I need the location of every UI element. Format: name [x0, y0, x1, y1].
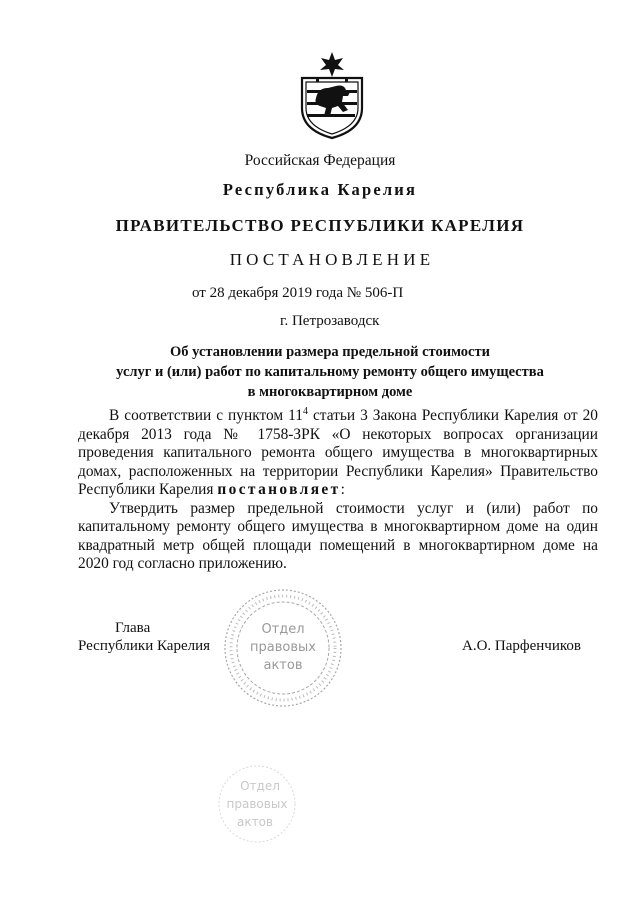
body-text: :	[340, 481, 345, 498]
resolution-word: постановляет	[217, 481, 341, 498]
karelia-coat-of-arms-icon	[296, 50, 368, 140]
stamp-text: Отдел	[261, 622, 305, 637]
signatory-name: А.О. Парфенчиков	[462, 638, 581, 654]
stamp-text: правовых	[250, 640, 316, 655]
faint-stamp-imprint	[215, 762, 300, 847]
document-date-number: от 28 декабря 2019 года № 506-П	[192, 285, 404, 301]
body-paragraph: Утвердить размер предельной стоимости услуг и (или) работ по капитальному ремонту общего имущества в многоквартирном доме на один квадратный метр общей площади помещений в многоквартирном доме на 2020 год согласно приложению.	[78, 499, 598, 572]
stamp-text: Отдел	[240, 779, 280, 793]
signatory-title: Республики Карелия	[78, 638, 211, 654]
document-title	[80, 342, 580, 402]
stamp-text: актов	[263, 658, 303, 673]
document-title-line: услуг и (или) работ по капитальному ремонту общего имущества	[116, 364, 544, 380]
republic-name: Республика Карелия	[222, 180, 418, 199]
stamp-text: правовых	[226, 797, 288, 811]
body-text: В соответствии с пунктом 11	[109, 407, 303, 424]
document-title-line: Об установлении размера предельной стоимости	[170, 344, 490, 360]
document-title-line: в многоквартирном доме	[247, 384, 413, 400]
body-paragraph	[78, 407, 598, 500]
country-name: Российская Федерация	[244, 152, 396, 169]
document-body	[78, 407, 598, 574]
document-type: ПОСТАНОВЛЕНИЕ	[229, 250, 435, 269]
stamp-text: актов	[236, 815, 274, 829]
document-city: г. Петрозаводск	[280, 313, 380, 329]
superscript: 4	[302, 406, 308, 417]
body-text: статьи 3 Закона Республики Карелия от 20 декабря 2013 года № 1758-ЗРК «О некоторых вопросах организации проведения капитального ремонта общего имущества в многоквартирных домах, расположенных на территории Республики Карелия» Правительство Республики Карелия	[78, 407, 598, 498]
legal-department-stamp	[222, 587, 344, 709]
government-name: ПРАВИТЕЛЬСТВО РЕСПУБЛИКИ КАРЕЛИЯ	[115, 216, 525, 235]
signatory-title: Глава	[115, 620, 151, 636]
